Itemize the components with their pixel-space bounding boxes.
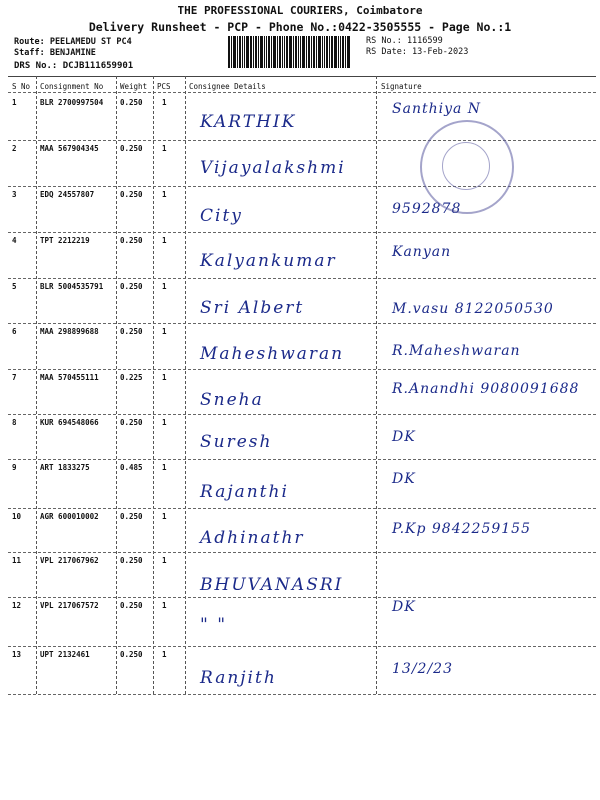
row-signature-handwritten: 9592878 <box>392 201 462 217</box>
row-pcs: 1 <box>162 144 167 153</box>
row-consignment-no: MAA 570455111 <box>40 373 99 382</box>
row-weight: 0.250 <box>120 418 143 427</box>
row-sno: 2 <box>12 144 17 153</box>
row-pcs: 1 <box>162 512 167 521</box>
company-title: THE PROFESSIONAL COURIERS, Coimbatore <box>177 4 423 17</box>
row-pcs: 1 <box>162 418 167 427</box>
row-pcs: 1 <box>162 190 167 199</box>
row-consignment-no: EDQ 24557807 <box>40 190 95 199</box>
row-weight: 0.225 <box>120 373 143 382</box>
row-sno: 10 <box>12 512 22 521</box>
drs-number: DRS No.: DCJB111659901 <box>14 61 134 71</box>
company-seal <box>420 120 514 214</box>
row-weight: 0.250 <box>120 236 143 245</box>
col-header-sno: S No <box>12 82 31 91</box>
row-consignee-handwritten: City <box>200 206 243 226</box>
row-weight: 0.250 <box>120 601 143 610</box>
row-consignee-handwritten: Sri Albert <box>200 298 305 318</box>
col-header-pcs: PCS <box>157 82 171 91</box>
row-divider <box>8 552 596 553</box>
row-signature-handwritten: Santhiya N <box>392 101 482 117</box>
row-consignment-no: AGR 600010002 <box>40 512 99 521</box>
col-divider <box>376 76 377 694</box>
row-consignee-handwritten: Vijayalakshmi <box>200 158 346 178</box>
row-weight: 0.250 <box>120 282 143 291</box>
row-pcs: 1 <box>162 650 167 659</box>
row-consignment-no: BLR 2700997504 <box>40 98 104 107</box>
row-consignee-handwritten: Adhinathr <box>200 528 305 548</box>
row-pcs: 1 <box>162 282 167 291</box>
row-weight: 0.250 <box>120 327 143 336</box>
row-consignee-handwritten: Rajanthi <box>200 482 289 502</box>
row-consignment-no: ART 1833275 <box>40 463 90 472</box>
row-consignee-handwritten: Ranjith <box>200 668 277 688</box>
staff-label: Staff: BENJAMINE <box>14 48 96 58</box>
drs-barcode <box>228 36 360 68</box>
row-divider <box>8 414 596 415</box>
row-consignee-handwritten: Kalyankumar <box>200 251 337 271</box>
row-consignment-no: VPL 217067962 <box>40 556 99 565</box>
row-pcs: 1 <box>162 327 167 336</box>
row-sno: 11 <box>12 556 22 565</box>
row-sno: 5 <box>12 282 17 291</box>
row-divider <box>8 232 596 233</box>
row-pcs: 1 <box>162 373 167 382</box>
row-consignee-handwritten: BHUVANASRI <box>200 575 344 595</box>
row-weight: 0.250 <box>120 650 143 659</box>
header-rule <box>8 92 596 93</box>
table-top-rule <box>8 76 596 77</box>
row-consignee-handwritten: Suresh <box>200 432 273 452</box>
row-divider <box>8 140 596 141</box>
col-header-consignee: Consignee Details <box>189 82 266 91</box>
row-consignment-no: TPT 2212219 <box>40 236 90 245</box>
route-label: Route: PEELAMEDU ST PC4 <box>14 37 132 47</box>
row-signature-handwritten: R.Anandhi 9080091688 <box>392 381 580 397</box>
row-consignment-no: VPL 217067572 <box>40 601 99 610</box>
row-signature-handwritten: DK <box>392 471 416 487</box>
row-sno: 6 <box>12 327 17 336</box>
row-signature-handwritten: P.Kp 9842259155 <box>392 521 531 537</box>
row-signature-handwritten: Kanyan <box>392 244 452 260</box>
row-consignee-handwritten: Sneha <box>200 390 264 410</box>
row-consignment-no: UPT 2132461 <box>40 650 90 659</box>
row-divider <box>8 278 596 279</box>
row-weight: 0.250 <box>120 190 143 199</box>
row-weight: 0.250 <box>120 144 143 153</box>
row-divider <box>8 369 596 370</box>
col-divider <box>36 76 37 694</box>
row-sno: 3 <box>12 190 17 199</box>
row-pcs: 1 <box>162 236 167 245</box>
row-sno: 4 <box>12 236 17 245</box>
row-signature-handwritten: M.vasu 8122050530 <box>392 301 554 317</box>
row-consignee-handwritten: " " <box>200 615 228 635</box>
row-sno: 8 <box>12 418 17 427</box>
row-weight: 0.250 <box>120 556 143 565</box>
col-header-signature: Signature <box>381 82 422 91</box>
row-divider <box>8 323 596 324</box>
row-signature-handwritten: 13/2/23 <box>392 661 453 677</box>
row-sno: 13 <box>12 650 22 659</box>
col-divider <box>116 76 117 694</box>
row-consignment-no: BLR 5004535791 <box>40 282 104 291</box>
row-signature-handwritten: DK <box>392 599 416 615</box>
rs-date: RS Date: 13-Feb-2023 <box>366 47 469 57</box>
row-consignment-no: KUR 694548066 <box>40 418 99 427</box>
row-pcs: 1 <box>162 463 167 472</box>
row-weight: 0.250 <box>120 98 143 107</box>
row-weight: 0.485 <box>120 463 143 472</box>
row-signature-handwritten: DK <box>392 429 416 445</box>
row-weight: 0.250 <box>120 512 143 521</box>
row-sno: 12 <box>12 601 22 610</box>
col-divider <box>153 76 154 694</box>
row-divider <box>8 694 596 695</box>
row-pcs: 1 <box>162 601 167 610</box>
row-sno: 1 <box>12 98 17 107</box>
row-pcs: 1 <box>162 556 167 565</box>
row-divider <box>8 597 596 598</box>
row-divider <box>8 508 596 509</box>
row-pcs: 1 <box>162 98 167 107</box>
row-consignment-no: MAA 567904345 <box>40 144 99 153</box>
rs-number: RS No.: 1116599 <box>366 36 443 46</box>
col-header-consignment: Consignment No <box>40 82 104 91</box>
row-divider <box>8 459 596 460</box>
col-divider <box>185 76 186 694</box>
row-consignee-handwritten: KARTHIK <box>200 112 297 132</box>
col-header-weight: Weight <box>120 82 148 91</box>
runsheet-subtitle: Delivery Runsheet - PCP - Phone No.:0422-3505555 - Page No.:1 <box>88 20 512 34</box>
row-sno: 9 <box>12 463 17 472</box>
row-divider <box>8 646 596 647</box>
row-signature-handwritten: R.Maheshwaran <box>392 343 521 359</box>
row-consignee-handwritten: Maheshwaran <box>200 344 345 364</box>
row-consignment-no: MAA 298899688 <box>40 327 99 336</box>
row-sno: 7 <box>12 373 17 382</box>
